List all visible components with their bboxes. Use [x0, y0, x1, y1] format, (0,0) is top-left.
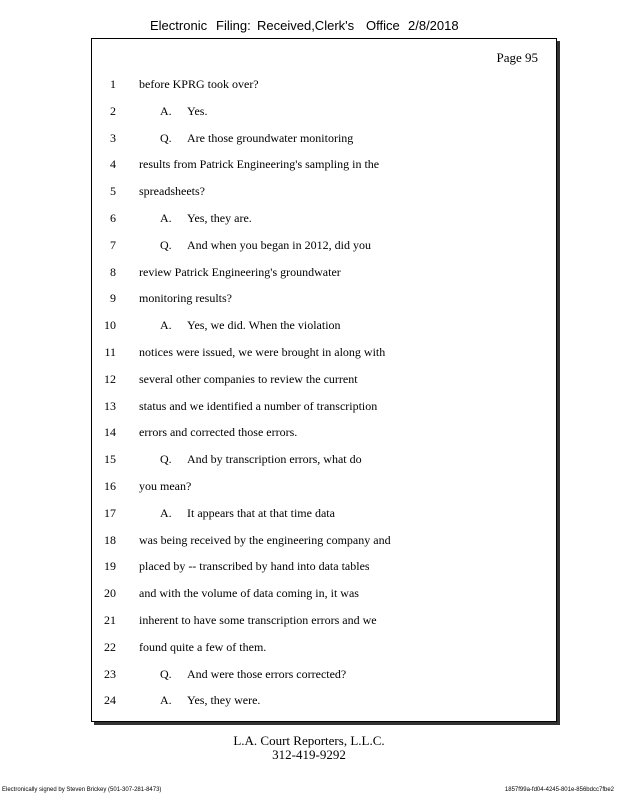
line-text: Yes. — [187, 103, 208, 118]
transcript-line — [92, 372, 556, 390]
line-number: 14 — [104, 425, 116, 440]
line-text: notices were issued, we were brought in along with — [139, 345, 386, 359]
line-text: errors and corrected those errors. — [139, 425, 298, 440]
qa-label: Q. — [160, 130, 172, 145]
line-number: 7 — [110, 237, 116, 252]
transcript-line — [92, 184, 556, 202]
line-text-container — [139, 265, 341, 280]
line-text: And were those errors corrected? — [187, 666, 347, 681]
line-text-container — [139, 291, 232, 306]
qa-label: Q. — [160, 237, 172, 252]
line-number: 13 — [104, 398, 116, 413]
line-text: several other companies to review the current — [139, 371, 358, 386]
header-received: Received,Clerk's — [257, 18, 355, 33]
page-number: Page 95 — [496, 50, 538, 65]
line-text-container — [160, 693, 260, 708]
line-text: inherent to have some transcription errors and we — [139, 613, 377, 627]
line-number: 1 — [110, 77, 116, 91]
line-text-container — [139, 586, 359, 601]
transcript-line — [92, 345, 556, 363]
transcript-line — [92, 104, 556, 122]
line-number: 23 — [104, 666, 116, 681]
line-text: was being received by the engineering company and — [139, 532, 391, 547]
line-text-container — [139, 184, 205, 199]
line-text: And by transcription errors, what do — [187, 452, 362, 467]
line-text-container — [160, 104, 207, 119]
line-text-container — [160, 131, 353, 146]
line-number: 17 — [104, 505, 116, 520]
line-text: Yes, they are. — [187, 211, 252, 225]
line-text: and with the volume of data coming in, it was — [139, 586, 359, 601]
line-text-container — [139, 77, 259, 92]
line-text: Are those groundwater monitoring — [187, 130, 354, 145]
line-text: It appears that at that time data — [187, 505, 335, 520]
filing-stamp-header — [0, 18, 618, 38]
transcript-page — [91, 38, 557, 722]
qa-label: A. — [160, 693, 172, 708]
line-text-container — [139, 345, 385, 360]
line-number: 6 — [110, 211, 116, 225]
transcript-line — [92, 586, 556, 604]
line-number: 10 — [104, 318, 116, 333]
transcript-line — [92, 533, 556, 551]
line-number: 9 — [110, 291, 116, 306]
line-number: 15 — [104, 452, 116, 467]
line-text-container — [139, 533, 391, 548]
line-text: found quite a few of them. — [139, 639, 267, 654]
transcript-line — [92, 667, 556, 685]
line-text: review Patrick Engineering's groundwater — [139, 264, 341, 279]
transcript-line — [92, 131, 556, 149]
line-text: placed by -- transcribed by hand into data tables — [139, 559, 370, 574]
line-text-container — [160, 238, 371, 253]
header-office: Office — [366, 18, 400, 33]
line-text-container — [139, 372, 358, 387]
line-text-container — [139, 613, 377, 628]
line-text-container — [139, 479, 191, 494]
header-electronic: Electronic — [150, 18, 208, 33]
line-number: 5 — [110, 184, 116, 199]
qa-label: A. — [160, 103, 172, 118]
line-text-container — [139, 157, 379, 172]
qa-label: A. — [160, 211, 172, 225]
line-number: 8 — [110, 264, 116, 279]
transcript-line — [92, 613, 556, 631]
line-number: 19 — [104, 559, 116, 574]
line-text: Yes, we did. When the violation — [187, 318, 341, 333]
transcript-line — [92, 399, 556, 417]
line-text: spreadsheets? — [139, 184, 205, 199]
qa-label: A. — [160, 318, 172, 333]
line-number: 22 — [104, 639, 116, 654]
line-text: And when you began in 2012, did you — [187, 237, 371, 252]
header-filing: Filing: — [216, 18, 251, 33]
line-text: results from Patrick Engineering's sampling in the — [139, 157, 380, 172]
line-number: 18 — [104, 532, 116, 547]
line-text-container — [139, 559, 370, 574]
transcript-line — [92, 506, 556, 524]
transcript-line — [92, 559, 556, 577]
transcript-line — [92, 452, 556, 470]
line-text-container — [139, 640, 266, 655]
transcript-line — [92, 77, 556, 95]
line-text-container — [160, 211, 252, 226]
transcript-line — [92, 238, 556, 256]
line-number: 11 — [104, 345, 116, 359]
line-number: 16 — [104, 479, 116, 493]
line-text: before KPRG took over? — [139, 77, 259, 91]
qa-label: Q. — [160, 452, 172, 467]
qa-label: A. — [160, 505, 172, 520]
line-number: 24 — [104, 693, 116, 708]
transcript-line — [92, 265, 556, 283]
transcript-line — [92, 425, 556, 443]
line-number: 4 — [110, 157, 116, 172]
line-text-container — [160, 452, 362, 467]
line-text: Yes, they were. — [187, 693, 261, 708]
transcript-line — [92, 693, 556, 711]
transcript-line — [92, 479, 556, 497]
reporter-company: L.A. Court Reporters, L.L.C. — [233, 733, 385, 748]
line-text: monitoring results? — [139, 291, 232, 306]
transcript-line — [92, 291, 556, 309]
line-text-container — [160, 667, 346, 682]
line-text: status and we identified a number of transcription — [139, 398, 378, 413]
transcript-line — [92, 157, 556, 175]
transcript-line — [92, 640, 556, 658]
reporter-phone: 312-419-9292 — [272, 747, 346, 762]
line-number: 2 — [110, 103, 116, 118]
signature-right: 1857f99a-fd04-4245-801e-856bdcc7fbe2 — [504, 787, 614, 793]
signature-left: Electronically signed by Steven Brickey (501-307-281-8473) — [2, 787, 162, 793]
line-text: you mean? — [139, 479, 192, 493]
transcript-line — [92, 211, 556, 229]
line-number: 3 — [110, 130, 116, 145]
transcript-line — [92, 318, 556, 336]
line-number: 20 — [104, 586, 116, 601]
line-text-container — [160, 506, 335, 521]
line-number: 12 — [104, 371, 116, 386]
line-number: 21 — [104, 613, 116, 627]
qa-label: Q. — [160, 666, 172, 681]
line-text-container — [139, 425, 297, 440]
line-text-container — [160, 318, 341, 333]
header-date: 2/8/2018 — [408, 18, 459, 33]
line-text-container — [139, 399, 377, 414]
